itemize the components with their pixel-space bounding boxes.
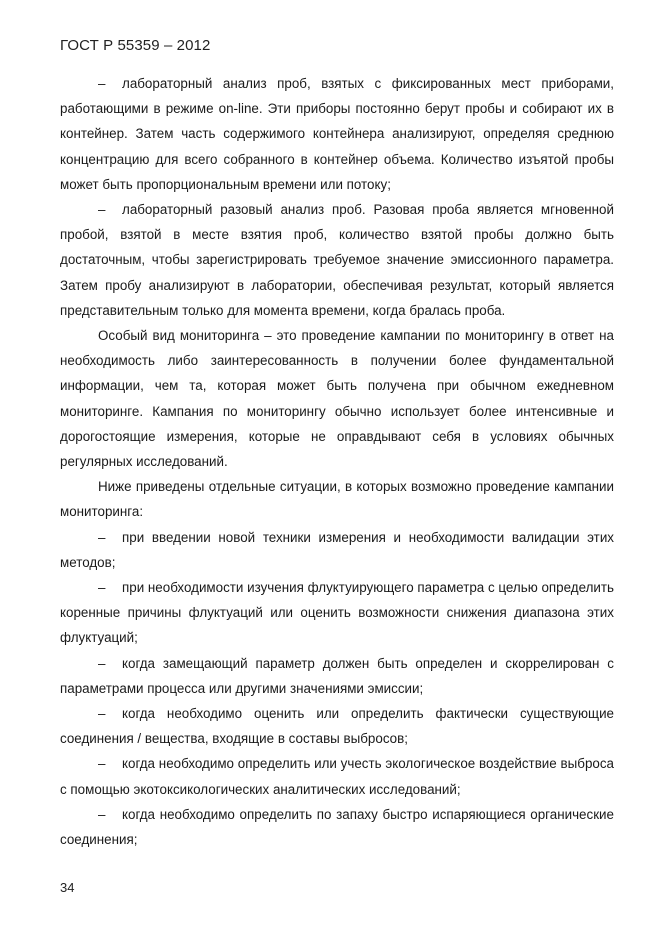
list-item <box>60 197 614 323</box>
list-dash: – <box>98 76 106 91</box>
document-body <box>60 71 614 852</box>
list-item-text: когда необходимо определить или учесть экологическое воздействие выброса с помощью экотоксикологических аналитических исследований; <box>60 756 614 797</box>
list-item-text: когда замещающий параметр должен быть определен и скоррелирован с параметрами процесса или другими значениями эмиссии; <box>60 655 614 696</box>
document-header: ГОСТ Р 55359 – 2012 <box>60 37 211 54</box>
list-dash: – <box>98 580 106 596</box>
list-item-text: когда необходимо оценить или определить фактически существующие соединения / вещества, входящие в составы выбросов; <box>60 706 614 747</box>
list-item <box>60 525 614 575</box>
list-item <box>60 701 614 751</box>
list-dash: – <box>98 202 106 218</box>
list-item <box>60 651 614 701</box>
list-item-text: лабораторный разовый анализ проб. Разовая проба является мгновенной пробой, взятой в месте взятия проб, количество взятой пробы должно быть достаточным, чтобы зарегистрировать требуемое значение эмиссионного параметра. Затем пробу анализируют в лаборатории, обеспечивая результат, который является представительным только для момента времени, когда бралась проба. <box>60 202 614 318</box>
list-dash: – <box>98 655 106 671</box>
list-item <box>60 751 614 801</box>
list-dash: – <box>98 706 106 722</box>
list-item <box>60 575 614 651</box>
list-dash: – <box>98 806 106 822</box>
list-dash: – <box>98 756 106 772</box>
list-item-text: когда необходимо определить по запаху быстро испаряющиеся органические соединения; <box>60 806 614 848</box>
list-dash: – <box>98 529 106 545</box>
list-item-text: при необходимости изучения флуктуирующего параметра с целью определить коренные причины флуктуаций или оценить возможности снижения диапазона этих флуктуаций; <box>60 580 614 646</box>
page-number: 34 <box>60 880 75 895</box>
paragraph: Ниже приведены отдельные ситуации, в которых возможно проведение кампании мониторинга: <box>60 479 614 520</box>
list-item <box>60 71 614 197</box>
paragraph: Особый вид мониторинга – это проведение кампании по мониторингу в ответ на необходимость либо заинтересованность в получении более фундаментальной информации, чем та, которая может быть получена при обычном ежедневном мониторинге. Кампания по мониторингу обычно использует более интенсивные и дорогостоящие измерения, которые не оправдывают себя в условиях обычных регулярных исследований. <box>60 328 614 470</box>
list-item <box>60 802 614 852</box>
list-item-text: лабораторный анализ проб, взятых с фиксированных мест приборами, работающими в режиме on-line. Эти приборы постоянно берут пробы и собирают их в контейнер. Затем часть содержимого контейнера анализируют, определяя среднюю концентрацию для всего собранного в контейнер объема. Количество изъятой пробы может быть пропорциональным времени или потоку; <box>60 76 614 192</box>
list-item-text: при введении новой техники измерения и необходимости валидации этих методов; <box>60 529 614 570</box>
